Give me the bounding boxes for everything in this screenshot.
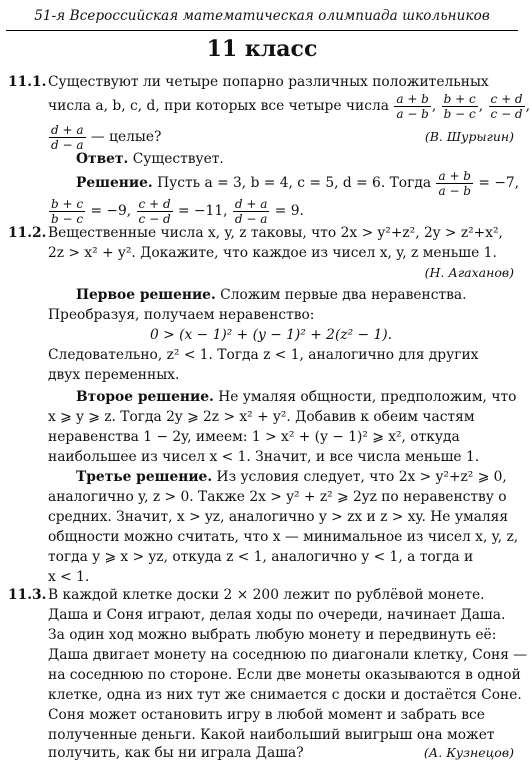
problem-number: 11.1.: [8, 74, 47, 90]
denominator: d − a: [234, 212, 268, 226]
solution-text: Следовательно, z² < 1. Тогда z < 1, аналогично для других: [48, 347, 479, 363]
problem-text-line: [48, 124, 161, 151]
header-rule: [6, 30, 518, 31]
denominator: a − b: [438, 184, 471, 198]
author-credit: (А. Кузнецов): [423, 745, 514, 760]
problem-text-line: числа a, b, c, d, при которых все четыре числа $\frac{a + b}{a - b}$ , $\frac{b + c}{b - c}$ , $\frac{c + d}{c - d}$ ,: [48, 92, 530, 121]
answer-text: Существует.: [132, 151, 224, 167]
solution-text: = 9.: [274, 203, 304, 219]
solution-text: Пусть a = 3, b = 4, c = 5, d = 6. Тогда: [157, 175, 432, 191]
problem-text: За один ход можно выбрать любую монету и передвинуть её:: [48, 627, 497, 643]
problem-number: 11.3.: [8, 587, 47, 603]
denominator: d − a: [51, 138, 84, 152]
solution-label: Первое решение.: [76, 287, 216, 303]
author-credit: (Н. Агаханов): [424, 265, 514, 280]
numerator: c + d: [138, 197, 171, 211]
denominator: c − d: [490, 107, 523, 121]
denominator: b − c: [443, 107, 476, 121]
solution-text: = −7,: [478, 175, 520, 191]
problem-text: В каждой клетке доски 2 × 200 лежит по рублёвой монете.: [48, 587, 485, 603]
solution-text: Из условия следует, что 2x > y²+z² ⩾ 0,: [216, 469, 507, 485]
answer-line: [76, 150, 224, 168]
problem-text: полученные деньги. Какой наибольший выигрыш она может: [48, 727, 495, 743]
solution-text: двух переменных.: [48, 367, 180, 383]
fraction: [442, 93, 478, 120]
numerator: a + b: [438, 169, 471, 183]
solution-text: наибольшее из чисел x < 1. Значит, и все числа меньше 1.: [48, 449, 480, 465]
solution-text: неравенства 1 − 2y, имеем: 1 > x² + (y − 1)² ⩾ x², откуда: [48, 429, 460, 445]
solution-text: x < 1.: [48, 569, 90, 585]
solution-text: средних. Значит, x > yz, аналогично y > zx и z > xy. Не умаляя: [48, 509, 509, 525]
problem-text: Соня может остановить игру в любой момент и забрать все: [48, 707, 485, 723]
solution-text: Не умаляя общности, предположим, что: [218, 389, 517, 405]
problem-text: 2z > x² + y². Докажите, что каждое из чисел x, y, z меньше 1.: [48, 245, 497, 261]
solution-text: Преобразуя, получаем неравенство:: [48, 307, 315, 323]
numerator: d + a: [234, 197, 268, 211]
problem-text: на соседнюю по стороне. Если две монеты оказываются в одной: [48, 667, 521, 683]
fraction: [49, 198, 85, 225]
answer-label: Ответ.: [76, 151, 129, 167]
solution-text: = −9,: [90, 203, 132, 219]
solution-text: = −11,: [178, 203, 228, 219]
solution-label: Второе решение.: [76, 389, 214, 405]
solution-text: общности можно считать, что x — минимальное из чисел x, y, z,: [48, 529, 519, 545]
solution-label: Решение.: [76, 175, 153, 191]
fraction: [394, 93, 431, 120]
problem-text: Существуют ли четыре попарно различных положительных: [48, 74, 489, 90]
solution-text: Сложим первые два неравенства.: [220, 287, 467, 303]
solution-line: [48, 198, 304, 225]
numerator: b + c: [443, 92, 476, 106]
solution-text: аналогично y, z > 0. Также 2x > y² + z² ⩾ 2yz по неравенству о: [48, 489, 507, 505]
fraction: [436, 170, 473, 197]
running-head: 51-я Всероссийская математическая олимпиада школьников: [34, 8, 490, 24]
fraction: [489, 93, 525, 120]
equation: 0 > (x − 1)² + (y − 1)² + 2(z² − 1).: [150, 327, 392, 343]
numerator: a + b: [396, 92, 429, 106]
class-title: 11 класс: [206, 36, 318, 62]
fraction: [137, 198, 173, 225]
fraction: [233, 198, 270, 225]
denominator: b − c: [51, 212, 84, 226]
denominator: a − b: [396, 107, 429, 121]
fraction: [49, 124, 86, 151]
numerator: b + c: [51, 197, 84, 211]
problem-number: 11.2.: [8, 225, 47, 241]
problem-text: — целые?: [90, 129, 162, 145]
author-credit: (В. Шурыгин): [424, 129, 514, 144]
problem-text: числа a, b, c, d, при которых все четыре числа: [48, 98, 389, 114]
solution-text: x ⩾ y ⩾ z. Тогда 2y ⩾ 2z > x² + y². Добавив к обеим частям: [48, 409, 475, 425]
numerator: c + d: [490, 92, 523, 106]
solution-line: [76, 170, 519, 197]
solution-line: [76, 468, 507, 486]
problem-text: Даша двигает монету на соседнюю по диагонали клетку, Соня —: [48, 647, 528, 663]
problem-text: получить, как бы ни играла Даша?: [48, 745, 304, 761]
problem-text: клетке, одна из них тут же снимается с доски и достаётся Соне.: [48, 687, 522, 703]
solution-line: [76, 286, 466, 304]
problem-text: Даша и Соня играют, делая ходы по очереди, начинает Даша.: [48, 607, 506, 623]
solution-text: тогда y ⩾ x > yz, откуда z < 1, аналогично y < 1, а тогда и: [48, 549, 474, 565]
solution-label: Третье решение.: [76, 469, 213, 485]
denominator: c − d: [138, 212, 171, 226]
solution-line: [76, 388, 516, 406]
problem-text: Вещественные числа x, y, z таковы, что 2x > y²+z², 2y > z²+x²,: [48, 225, 503, 241]
numerator: d + a: [51, 123, 84, 137]
